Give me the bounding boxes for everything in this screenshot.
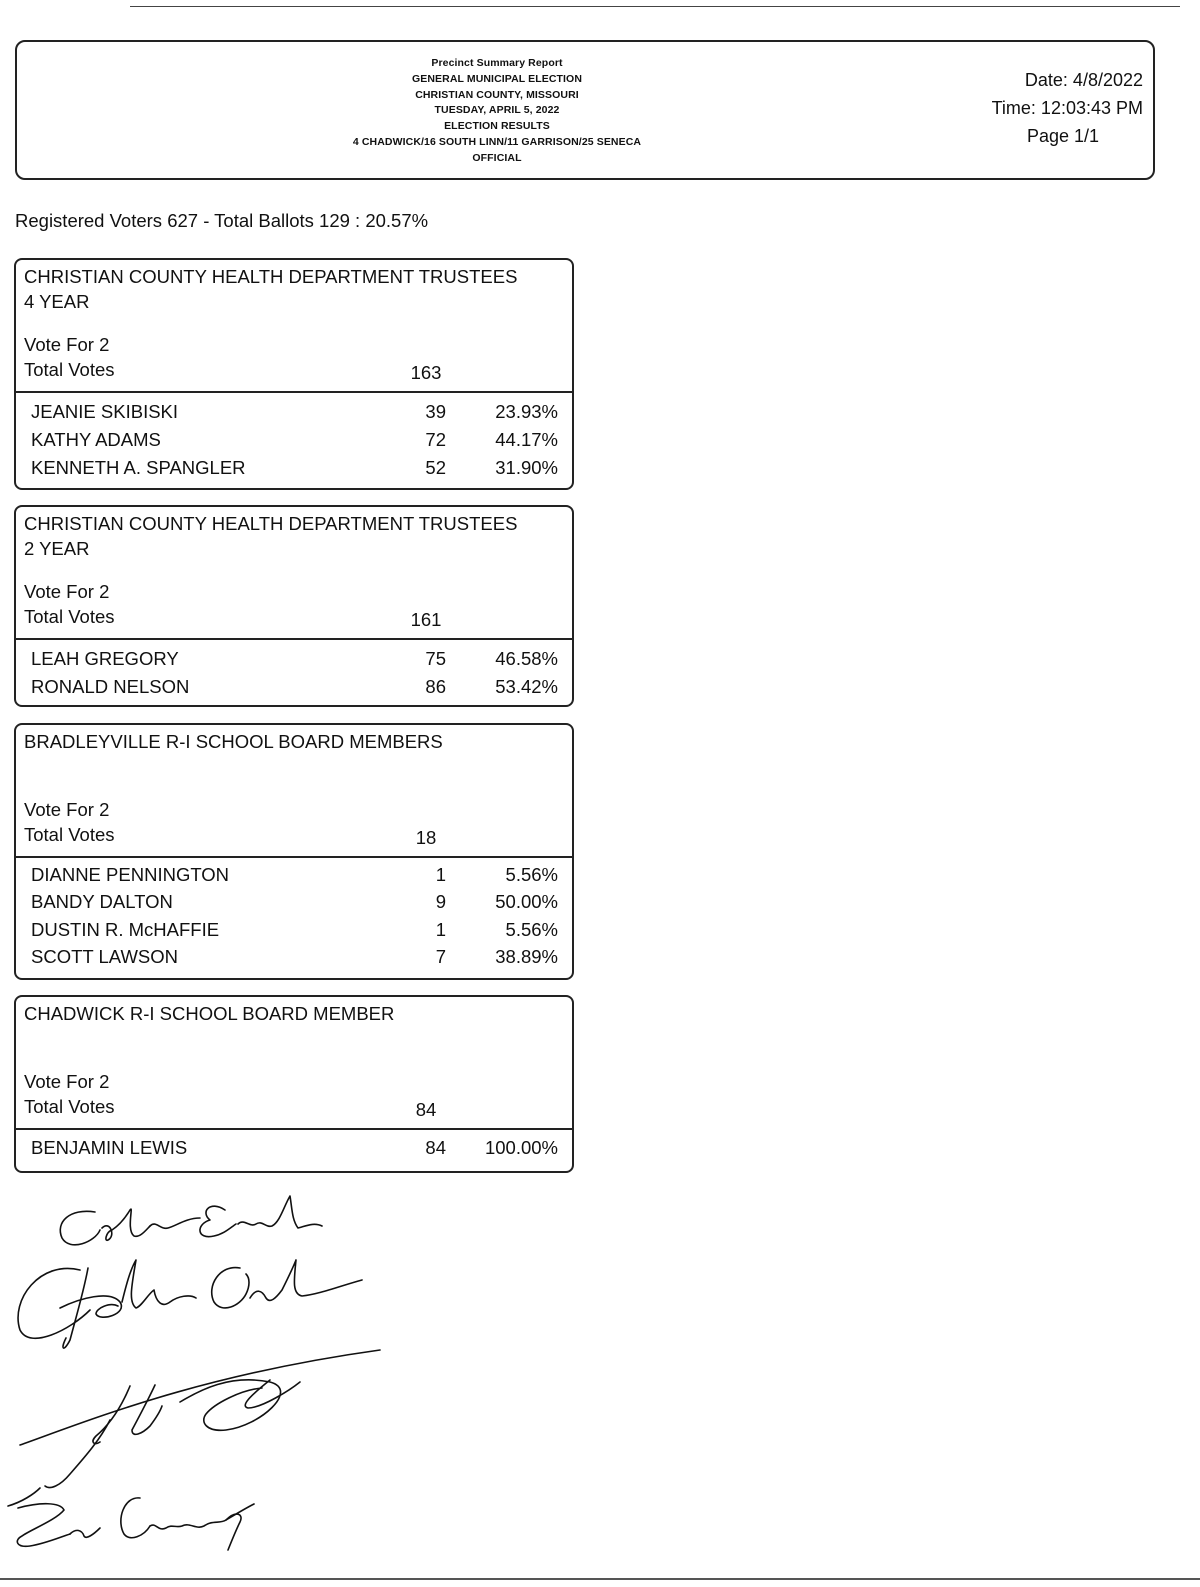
candidate-name: RONALD NELSON [31, 676, 190, 697]
candidate-name: KATHY ADAMS [31, 429, 161, 450]
candidate-percent: 46.58% [495, 648, 558, 669]
total-votes-value: 161 [410, 609, 442, 630]
candidate-percent: 38.89% [495, 946, 558, 967]
contest-box [14, 995, 574, 1173]
contest-title-line: CHADWICK R-I SCHOOL BOARD MEMBER [24, 1003, 395, 1024]
total-votes-label: Total Votes [24, 824, 115, 845]
candidate-votes: 72 [425, 429, 446, 450]
contest-title [24, 511, 517, 561]
candidate-name: JEANIE SKIBISKI [31, 401, 179, 422]
candidate-votes: 7 [435, 946, 446, 967]
header-line-date: TUESDAY, APRIL 5, 2022 [434, 104, 560, 117]
candidate-name: BANDY DALTON [31, 891, 173, 912]
candidate-name: BENJAMIN LEWIS [31, 1137, 188, 1158]
candidate-row [16, 454, 572, 482]
candidate-row [16, 943, 572, 971]
candidate-row [16, 888, 572, 916]
signature-3 [8, 1350, 380, 1506]
candidate-row [16, 916, 572, 944]
divider [16, 1128, 572, 1130]
candidate-name: KENNETH A. SPANGLER [31, 457, 246, 478]
candidate-votes: 84 [425, 1137, 446, 1158]
page-number: Page 1/1 [1026, 126, 1099, 146]
divider [16, 391, 572, 393]
candidate-row [16, 673, 572, 701]
candidate-percent: 100.00% [484, 1137, 558, 1158]
header-title-block [257, 56, 737, 167]
divider [16, 638, 572, 640]
signature-4 [17, 1498, 254, 1550]
candidate-votes: 52 [425, 457, 446, 478]
report-date: Date: 4/8/2022 [1024, 70, 1143, 90]
turnout-summary: Registered Voters 627 - Total Ballots 129 : 20.57% [15, 210, 429, 231]
candidate-votes: 1 [435, 864, 446, 885]
candidate-percent: 50.00% [495, 891, 558, 912]
vote-for-label: Vote For 2 [24, 581, 110, 602]
header-line-report-type: Precinct Summary Report [431, 57, 563, 69]
total-votes-value: 18 [415, 827, 437, 848]
report-time: Time: 12:03:43 PM [991, 98, 1143, 118]
candidate-percent: 44.17% [495, 429, 558, 450]
contest-title [24, 729, 443, 754]
header-line-results: ELECTION RESULTS [444, 120, 550, 133]
total-votes-value: 163 [410, 362, 442, 383]
header-line-county: CHRISTIAN COUNTY, MISSOURI [415, 88, 579, 101]
total-votes-label: Total Votes [24, 1096, 115, 1117]
divider [16, 856, 572, 858]
signature-1 [60, 1196, 322, 1245]
bottom-rule [0, 1578, 1200, 1580]
signature-2 [18, 1260, 362, 1348]
header-line-election: GENERAL MUNICIPAL ELECTION [411, 72, 583, 85]
contest-title-line: CHRISTIAN COUNTY HEALTH DEPARTMENT TRUSTEES [24, 513, 518, 534]
candidate-row [16, 1134, 572, 1162]
candidate-percent: 31.90% [495, 457, 558, 478]
candidate-row [16, 645, 572, 673]
contest-title [24, 1001, 394, 1026]
candidate-name: SCOTT LAWSON [31, 946, 178, 967]
total-votes-label: Total Votes [24, 606, 115, 627]
contest-box [14, 505, 574, 707]
contest-box [14, 723, 574, 980]
candidate-votes: 75 [425, 648, 446, 669]
vote-for-label: Vote For 2 [24, 1071, 110, 1092]
candidate-votes: 86 [425, 676, 446, 697]
handwritten-signatures-icon [0, 1190, 420, 1580]
candidate-votes: 39 [425, 401, 446, 422]
candidate-percent: 23.93% [495, 401, 558, 422]
total-votes-value: 84 [415, 1099, 437, 1120]
top-rule [130, 6, 1180, 7]
candidate-percent: 5.56% [505, 919, 558, 940]
candidate-percent: 53.42% [495, 676, 558, 697]
candidate-votes: 9 [435, 891, 446, 912]
candidate-name: LEAH GREGORY [31, 648, 179, 669]
candidate-row [16, 861, 572, 889]
header-line-precincts: 4 CHADWICK/16 SOUTH LINN/11 GARRISON/25 SENECA [352, 135, 642, 148]
contest-title-line: CHRISTIAN COUNTY HEALTH DEPARTMENT TRUSTEES [24, 266, 518, 287]
header-meta [992, 66, 1143, 150]
candidate-name: DIANNE PENNINGTON [31, 864, 230, 885]
vote-for-label: Vote For 2 [24, 334, 110, 355]
contest-box [14, 258, 574, 490]
candidate-votes: 1 [435, 919, 446, 940]
contest-title-line: BRADLEYVILLE R-I SCHOOL BOARD MEMBERS [24, 731, 443, 752]
report-header [15, 40, 1155, 180]
candidate-row [16, 398, 572, 426]
candidate-row [16, 426, 572, 454]
candidate-name: DUSTIN R. McHAFFIE [31, 919, 220, 940]
contest-title-line: 4 YEAR [24, 291, 90, 312]
candidate-percent: 5.56% [505, 864, 558, 885]
contest-title-line: 2 YEAR [24, 538, 90, 559]
contest-title [24, 264, 517, 314]
total-votes-label: Total Votes [24, 359, 115, 380]
header-line-status: OFFICIAL [472, 151, 522, 164]
vote-for-label: Vote For 2 [24, 799, 110, 820]
